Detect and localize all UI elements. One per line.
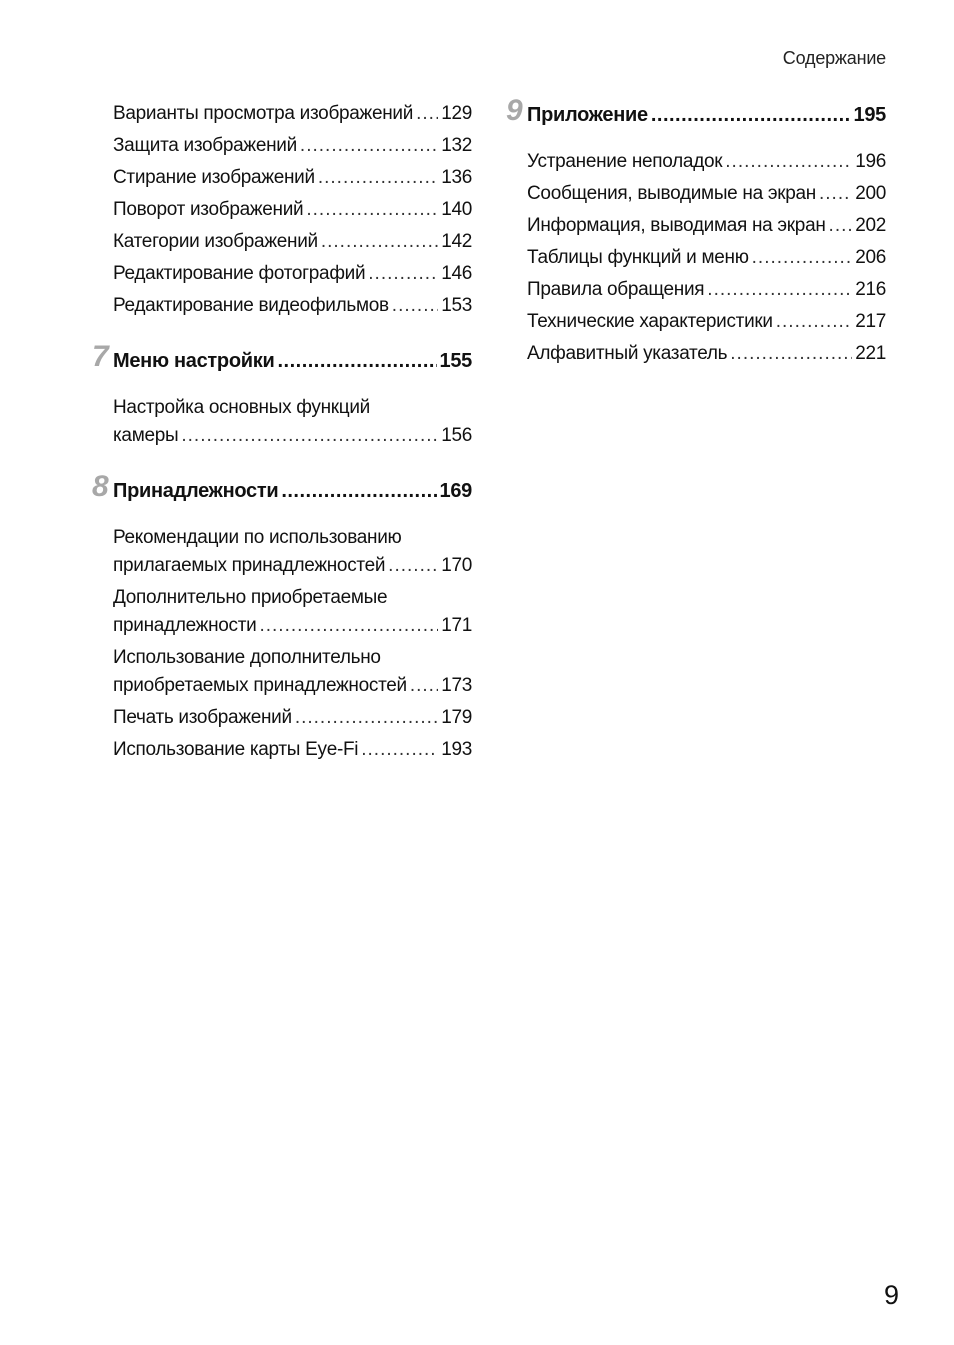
toc-entry-line bbox=[113, 584, 472, 612]
toc-entry-page: 217 bbox=[855, 311, 886, 332]
toc-list-section-7 bbox=[113, 394, 472, 450]
leader-dots bbox=[181, 422, 438, 450]
toc-entry-page: 132 bbox=[441, 135, 472, 156]
toc-left-column bbox=[92, 100, 472, 768]
toc-entry-last-line bbox=[113, 704, 472, 732]
toc-entry-last-line bbox=[527, 148, 886, 176]
toc-entry-title: приобретаемых принадлежностей bbox=[113, 675, 407, 696]
leader-dots bbox=[651, 100, 851, 130]
toc-entry-page: 196 bbox=[855, 151, 886, 172]
section-title: Приложение bbox=[527, 104, 648, 126]
section-title: Меню настройки bbox=[113, 350, 275, 372]
toc-entry-title: Использование дополнительно bbox=[113, 647, 381, 668]
toc-entry[interactable] bbox=[527, 276, 886, 304]
toc-entry-last-line bbox=[113, 612, 472, 640]
leader-dots bbox=[707, 276, 852, 304]
toc-entry-last-line bbox=[113, 132, 472, 160]
leader-dots bbox=[410, 672, 438, 700]
toc-entry-line bbox=[113, 524, 472, 552]
toc-entry-title: Правила обращения bbox=[527, 279, 705, 300]
leader-dots bbox=[277, 346, 436, 376]
toc-entry-line bbox=[113, 644, 472, 672]
page-number: 9 bbox=[883, 1280, 899, 1310]
toc-entry-page: 153 bbox=[441, 295, 472, 316]
toc-entry-last-line bbox=[113, 552, 472, 580]
toc-entry[interactable] bbox=[527, 244, 886, 272]
toc-entry-title: Устранение неполадок bbox=[527, 151, 723, 172]
toc-section-7[interactable] bbox=[92, 340, 472, 376]
toc-right-column bbox=[506, 94, 886, 372]
leader-dots bbox=[300, 132, 438, 160]
toc-entry-title: Стирание изображений bbox=[113, 167, 315, 188]
toc-entry-title: Настройка основных функций bbox=[113, 397, 370, 418]
toc-entry-title: принадлежности bbox=[113, 615, 257, 636]
toc-entry[interactable] bbox=[113, 196, 472, 224]
leader-dots bbox=[295, 704, 438, 732]
toc-entry-page: 171 bbox=[441, 615, 472, 636]
section-page: 155 bbox=[439, 350, 472, 372]
toc-entry[interactable] bbox=[113, 292, 472, 320]
toc-entry-page: 142 bbox=[441, 231, 472, 252]
toc-entry-title: Таблицы функций и меню bbox=[527, 247, 749, 268]
toc-entry-title: Использование карты Eye-Fi bbox=[113, 739, 359, 760]
toc-entry-page: 173 bbox=[441, 675, 472, 696]
toc-section-9[interactable] bbox=[506, 94, 886, 130]
section-page: 195 bbox=[853, 104, 886, 126]
leader-dots bbox=[318, 164, 438, 192]
toc-entry-last-line bbox=[113, 164, 472, 192]
leader-dots bbox=[752, 244, 853, 272]
toc-entry[interactable] bbox=[113, 228, 472, 256]
page-header-title: Содержание bbox=[782, 48, 886, 68]
leader-dots bbox=[392, 292, 438, 320]
toc-list-top bbox=[113, 100, 472, 320]
section-number: 7 bbox=[92, 340, 109, 373]
toc-entry[interactable] bbox=[527, 212, 886, 240]
toc-list-section-8 bbox=[113, 524, 472, 764]
toc-entry-last-line bbox=[113, 672, 472, 700]
leader-dots bbox=[259, 612, 438, 640]
toc-entry-page: 202 bbox=[855, 215, 886, 236]
section-number: 9 bbox=[506, 94, 523, 127]
toc-entry-page: 200 bbox=[855, 183, 886, 204]
toc-list-section-9 bbox=[527, 148, 886, 368]
toc-entry-last-line bbox=[113, 422, 472, 450]
toc-entry-title: Рекомендации по использованию bbox=[113, 527, 402, 548]
toc-entry-page: 140 bbox=[441, 199, 472, 220]
toc-entry-title: Варианты просмотра изображений bbox=[113, 103, 414, 124]
toc-entry-title: Редактирование фотографий bbox=[113, 263, 366, 284]
toc-entry-page: 170 bbox=[441, 555, 472, 576]
toc-entry-page: 156 bbox=[441, 425, 472, 446]
leader-dots bbox=[281, 476, 436, 506]
leader-dots bbox=[819, 180, 852, 208]
toc-entry-last-line bbox=[113, 100, 472, 128]
toc-entry-last-line bbox=[527, 244, 886, 272]
toc-entry-page: 136 bbox=[441, 167, 472, 188]
toc-entry-page: 206 bbox=[855, 247, 886, 268]
toc-entry-title: Поворот изображений bbox=[113, 199, 304, 220]
toc-entry-last-line bbox=[527, 276, 886, 304]
toc-entry-last-line bbox=[113, 736, 472, 764]
leader-dots bbox=[388, 552, 438, 580]
toc-entry-page: 221 bbox=[855, 343, 886, 364]
toc-entry[interactable] bbox=[527, 180, 886, 208]
toc-entry[interactable] bbox=[113, 100, 472, 128]
leader-dots bbox=[730, 340, 852, 368]
toc-entry-page: 146 bbox=[441, 263, 472, 284]
toc-section-8[interactable] bbox=[92, 470, 472, 506]
toc-entry-last-line bbox=[113, 196, 472, 224]
toc-entry-title: Алфавитный указатель bbox=[527, 343, 728, 364]
toc-entry-title: Редактирование видеофильмов bbox=[113, 295, 389, 316]
toc-entry[interactable] bbox=[527, 148, 886, 176]
toc-entry-title: прилагаемых принадлежностей bbox=[113, 555, 386, 576]
toc-entry[interactable] bbox=[527, 340, 886, 368]
section-page: 169 bbox=[439, 480, 472, 502]
toc-entry[interactable] bbox=[113, 524, 472, 580]
toc-entry-title: Информация, выводимая на экран bbox=[527, 215, 826, 236]
toc-entry-page: 179 bbox=[441, 707, 472, 728]
toc-entry-title: Категории изображений bbox=[113, 231, 318, 252]
toc-entry-page: 216 bbox=[855, 279, 886, 300]
toc-entry[interactable] bbox=[113, 164, 472, 192]
section-title: Принадлежности bbox=[113, 480, 279, 502]
toc-entry-last-line bbox=[527, 340, 886, 368]
leader-dots bbox=[368, 260, 438, 288]
toc-entry[interactable] bbox=[113, 704, 472, 732]
toc-entry-last-line bbox=[113, 260, 472, 288]
toc-entry-last-line bbox=[527, 180, 886, 208]
toc-entry[interactable] bbox=[113, 132, 472, 160]
toc-entry-title: Печать изображений bbox=[113, 707, 292, 728]
toc-entry-last-line bbox=[113, 228, 472, 256]
leader-dots bbox=[321, 228, 438, 256]
toc-entry-title: камеры bbox=[113, 425, 179, 446]
toc-entry-title: Защита изображений bbox=[113, 135, 297, 156]
toc-entry-page: 193 bbox=[441, 739, 472, 760]
leader-dots bbox=[361, 736, 438, 764]
toc-entry[interactable] bbox=[113, 736, 472, 764]
toc-entry[interactable] bbox=[527, 308, 886, 336]
toc-entry-last-line bbox=[527, 308, 886, 336]
toc-entry-line bbox=[113, 394, 472, 422]
toc-entry[interactable] bbox=[113, 394, 472, 450]
toc-entry-last-line bbox=[527, 212, 886, 240]
leader-dots bbox=[776, 308, 852, 336]
toc-entry-title: Сообщения, выводимые на экран bbox=[527, 183, 816, 204]
toc-entry-title: Технические характеристики bbox=[527, 311, 773, 332]
section-number: 8 bbox=[92, 470, 109, 503]
toc-entry[interactable] bbox=[113, 584, 472, 640]
leader-dots bbox=[416, 100, 438, 128]
toc-entry[interactable] bbox=[113, 644, 472, 700]
toc-entry[interactable] bbox=[113, 260, 472, 288]
toc-entry-page: 129 bbox=[441, 103, 472, 124]
leader-dots bbox=[725, 148, 852, 176]
toc-entry-last-line bbox=[113, 292, 472, 320]
leader-dots bbox=[829, 212, 853, 240]
leader-dots bbox=[306, 196, 438, 224]
toc-entry-title: Дополнительно приобретаемые bbox=[113, 587, 388, 608]
